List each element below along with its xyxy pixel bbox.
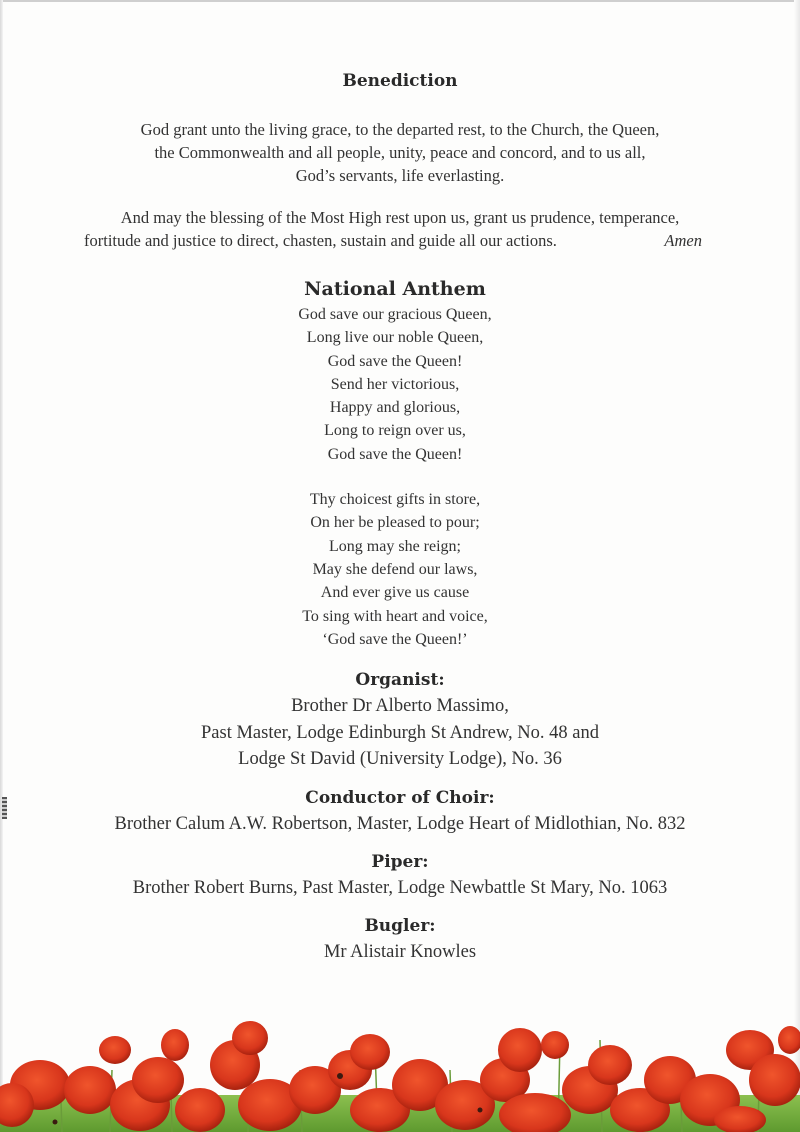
lyric-line: Thy choicest gifts in store, — [309, 491, 481, 509]
credit-role: Organist: — [355, 670, 445, 690]
credit-organist — [0, 667, 800, 773]
credit-role: Piper: — [371, 851, 429, 872]
benediction-paragraph-2 — [80, 206, 720, 252]
amen-label: Amen — [664, 231, 702, 250]
text-line: God grant unto the living grace, to the departed rest, to the Church, the Queen, — [140, 120, 660, 139]
credit-line: Past Master, Lodge Edinburgh St Andrew, No. 48 and — [201, 722, 599, 743]
page-top-edge — [0, 0, 800, 2]
lyric-line: Long to reign over us, — [324, 422, 466, 440]
lyric-line: ‘God save the Queen!’ — [322, 630, 468, 648]
verse-spacer — [0, 466, 790, 488]
verse-1 — [0, 303, 790, 466]
verse-2 — [0, 488, 790, 651]
credit-line: Lodge St David (University Lodge), No. 36 — [238, 749, 562, 769]
lyric-line: To sing with heart and voice, — [302, 607, 488, 625]
anthem-title: National Anthem — [304, 278, 486, 300]
credit-line: Brother Calum A.W. Robertson, Master, Lodge Heart of Midlothian, No. 832 — [114, 813, 686, 834]
lyric-line: And ever give us cause — [320, 584, 470, 602]
lyric-line: Send her victorious, — [330, 375, 460, 393]
credit-bugler — [0, 913, 800, 965]
credit-conductor — [0, 785, 800, 837]
text-line: the Commonwealth and all people, unity, peace and concord, and to us all, — [154, 143, 646, 162]
lyric-line: May she defend our laws, — [312, 560, 478, 578]
anthem-lyrics — [0, 303, 790, 651]
text-line: And may the blessing of the Most High rest upon us, grant us prudence, temperance, — [120, 208, 680, 227]
credit-line: Brother Robert Burns, Past Master, Lodge Newbattle St Mary, No. 1063 — [132, 877, 668, 898]
lyric-line: Long may she reign; — [329, 537, 461, 555]
credit-line: Brother Dr Alberto Massimo, — [291, 696, 509, 716]
credit-role: Bugler: — [364, 915, 436, 936]
credit-line: Mr Alistair Knowles — [323, 941, 477, 962]
text-line: God’s servants, life everlasting. — [295, 166, 505, 185]
text-line — [80, 229, 720, 252]
credits-section — [0, 667, 800, 977]
credit-piper — [0, 849, 800, 901]
benediction-title: Benediction — [342, 71, 458, 91]
lyric-line: God save the Queen! — [327, 445, 463, 463]
lyric-line: On her be pleased to pour; — [310, 514, 480, 532]
lyric-line: Long live our noble Queen, — [306, 329, 484, 347]
poppy-field-image — [0, 1010, 800, 1132]
lyric-line: God save our gracious Queen, — [298, 306, 492, 323]
lyric-line: Happy and glorious, — [329, 399, 461, 417]
lyric-line: God save the Queen! — [327, 352, 463, 370]
benediction-paragraph-1 — [80, 118, 720, 187]
credit-role: Conductor of Choir: — [305, 787, 495, 808]
text-line-content: fortitude and justice to direct, chasten, sustain and guide all our actions. — [84, 231, 557, 250]
